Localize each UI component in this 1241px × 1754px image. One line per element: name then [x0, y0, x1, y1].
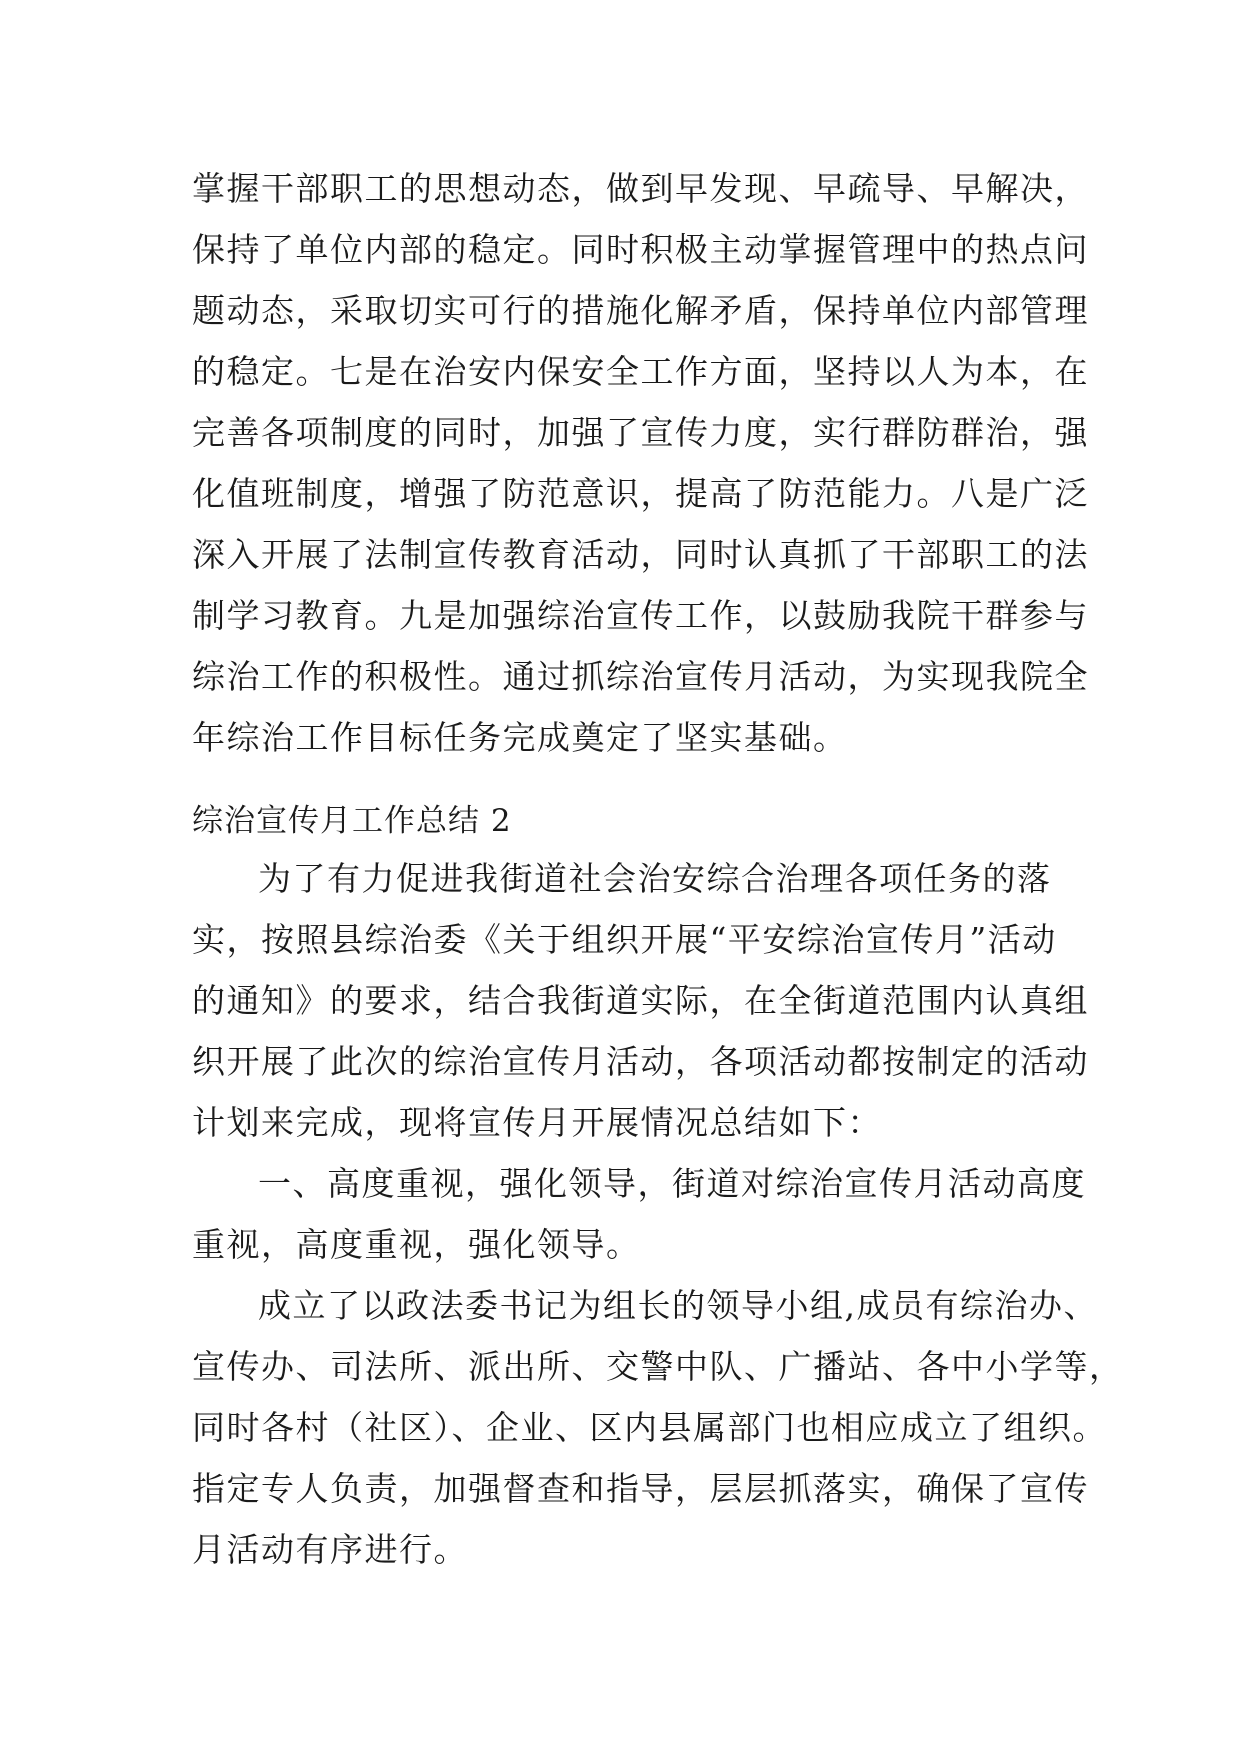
paragraph-line: 制学习教育。九是加强综治宣传工作，以鼓励我院干群参与: [192, 596, 1089, 635]
paragraph-line: 完善各项制度的同时，加强了宣传力度，实行群防群治，强: [192, 413, 1089, 452]
paragraph-line: 指定专人负责，加强督查和指导，层层抓落实，确保了宣传: [192, 1469, 1089, 1508]
paragraph-line: 深入开展了法制宣传教育活动，同时认真抓了干部职工的法: [192, 535, 1089, 574]
paragraph-line: 年综治工作目标任务完成奠定了坚实基础。: [192, 718, 848, 757]
paragraph-line: 化值班制度，增强了防范意识，提高了防范能力。八是广泛: [192, 474, 1089, 513]
paragraph-line: 为了有力促进我街道社会治安综合治理各项任务的落: [258, 859, 1052, 898]
paragraph-line: 的稳定。七是在治安内保安全工作方面，坚持以人为本，在: [192, 352, 1089, 391]
paragraph-line: 成立了以政法委书记为组长的领导小组,成员有综治办、: [258, 1286, 1098, 1325]
section-body: [192, 848, 1124, 1580]
paragraph-line: 宣传办、司法所、派出所、交警中队、广播站、各中小学等，: [192, 1347, 1124, 1386]
paragraph-line: 保持了单位内部的稳定。同时积极主动掌握管理中的热点问: [192, 230, 1089, 269]
paragraph-line: 实，按照县综治委《关于组织开展“平安综治宣传月”活动: [192, 920, 1057, 959]
paragraph-line: 同时各村（社区）、企业、区内县属部门也相应成立了组织。: [192, 1408, 1107, 1447]
continuation-paragraph: [192, 158, 1089, 768]
paragraph-line: 织开展了此次的综治宣传月活动，各项活动都按制定的活动: [192, 1042, 1089, 1081]
paragraph-line: 题动态，采取切实可行的措施化解矛盾，保持单位内部管理: [192, 291, 1089, 330]
paragraph-line: 重视，高度重视，强化领导。: [192, 1225, 641, 1264]
paragraph-line: 一、高度重视，强化领导，街道对综治宣传月活动高度: [258, 1164, 1086, 1203]
paragraph-line: 的通知》的要求，结合我街道实际，在全街道范围内认真组: [192, 981, 1089, 1020]
paragraph-line: 掌握干部职工的思想动态，做到早发现、早疏导、早解决，: [192, 169, 1089, 208]
paragraph-line: 月活动有序进行。: [192, 1530, 468, 1569]
paragraph-line: 综治工作的积极性。通过抓综治宣传月活动，为实现我院全: [192, 657, 1089, 696]
section-title: 综治宣传月工作总结 2: [192, 803, 512, 839]
paragraph-line: 计划来完成，现将宣传月开展情况总结如下：: [192, 1103, 882, 1142]
